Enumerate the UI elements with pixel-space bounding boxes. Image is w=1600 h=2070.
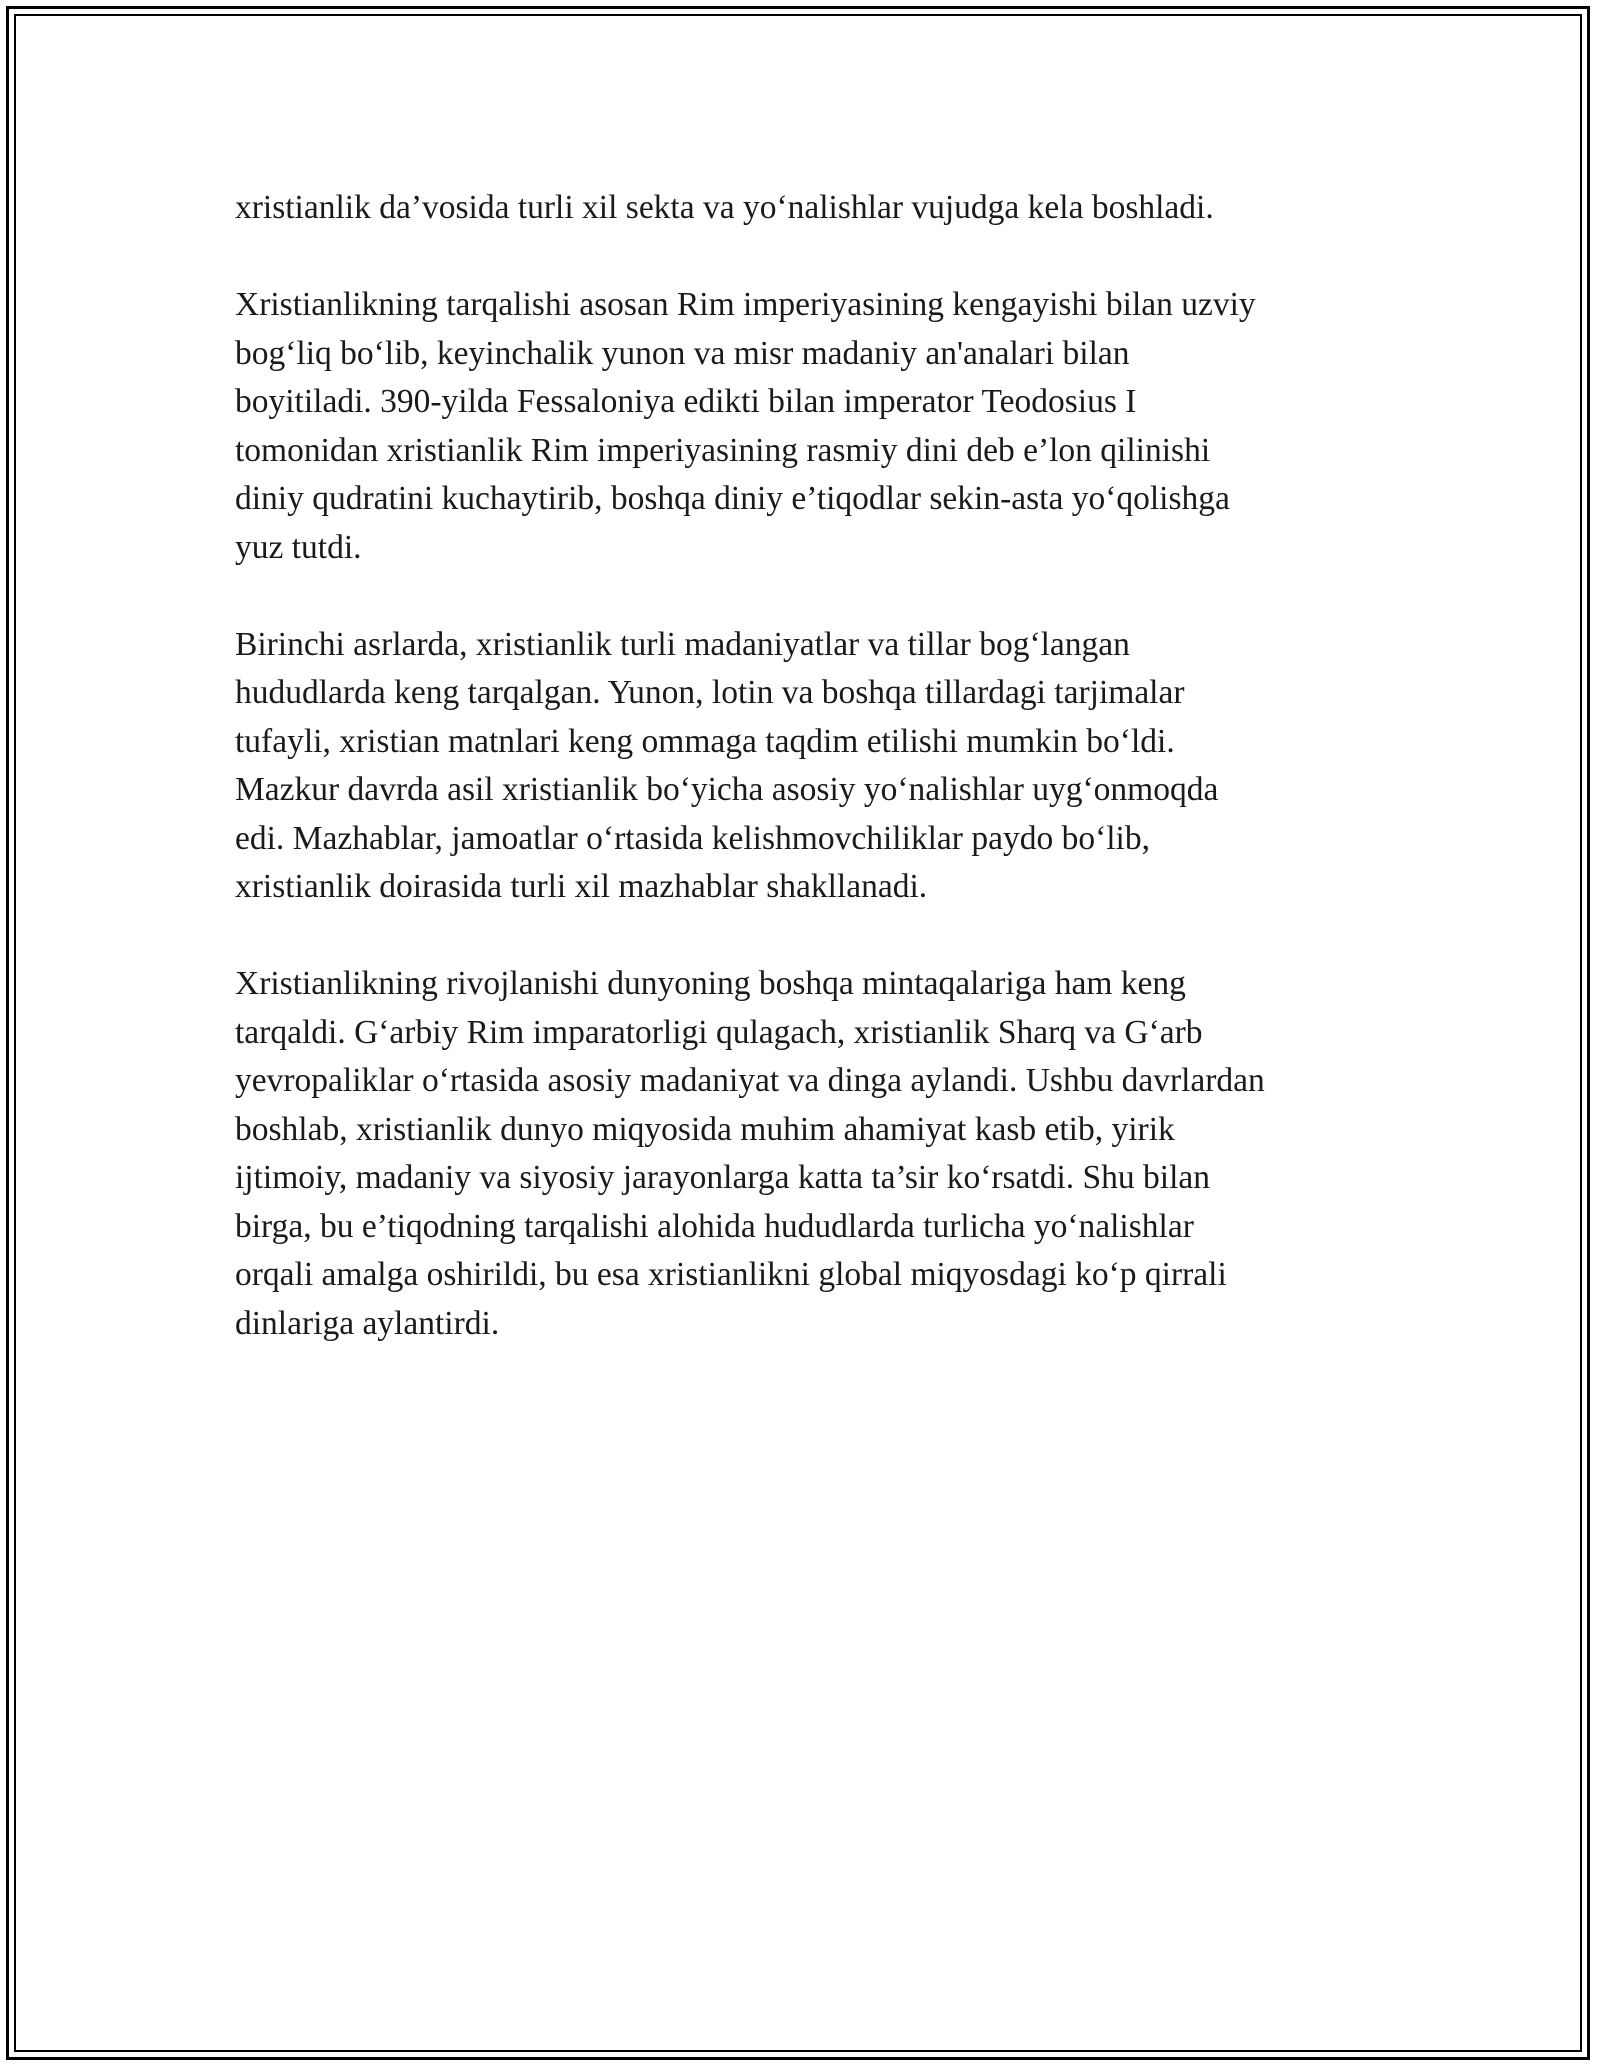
text-line: xristianlik da’vosida turli xil sekta va yo‘nalishlar vujudga kela boshladi.	[235, 189, 1214, 226]
text-line: boyitiladi. 390-yilda Fessaloniya edikti bilan imperator Teodosius I	[235, 383, 1137, 420]
text-line: tufayli, xristian matnlari keng ommaga taqdim etilishi mumkin bo‘ldi.	[235, 722, 1175, 760]
text-line: hududlarda keng tarqalgan. Yunon, lotin va boshqa tillardagi tarjimalar	[235, 674, 1185, 711]
text-line: tarqaldi. G‘arbiy Rim imparatorligi qulagach, xristianlik Sharq va G‘arb	[235, 1013, 1203, 1051]
text-line: edi. Mazhablar, jamoatlar o‘rtasida kelishmovchiliklar paydo bo‘lib,	[235, 819, 1150, 857]
document-body	[235, 184, 1375, 1397]
paragraph-1	[235, 184, 1375, 233]
paragraph-3	[235, 621, 1375, 912]
text-line: Mazkur davrda asil xristianlik bo‘yicha asosiy yo‘nalishlar uyg‘onmoqda	[235, 771, 1219, 808]
paragraph-4	[235, 960, 1375, 1348]
paragraph-2	[235, 281, 1375, 572]
text-line: ijtimoiy, madaniy va siyosiy jarayonlarga katta ta’sir ko‘rsatdi. Shu bilan	[235, 1159, 1211, 1196]
text-line: boshlab, xristianlik dunyo miqyosida muhim ahamiyat kasb etib, yirik	[235, 1110, 1175, 1148]
text-line: orqali amalga oshirildi, bu esa xristianlikni global miqyosdagi ko‘p qirrali	[235, 1256, 1227, 1293]
text-line: diniy qudratini kuchaytirib, boshqa diniy e’tiqodlar sekin-asta yo‘qolishga	[235, 480, 1230, 517]
text-line: Birinchi asrlarda, xristianlik turli madaniyatlar va tillar bog‘langan	[235, 625, 1130, 663]
text-line: Xristianlikning rivojlanishi dunyoning boshqa mintaqalariga ham keng	[235, 965, 1186, 1002]
text-line: Xristianlikning tarqalishi asosan Rim imperiyasining kengayishi bilan uzviy	[235, 286, 1256, 323]
text-line: xristianlik doirasida turli xil mazhablar shakllanadi.	[235, 868, 928, 905]
text-line: yevropaliklar o‘rtasida asosiy madaniyat va dinga aylandi. Ushbu davrlardan	[235, 1062, 1265, 1099]
text-line: tomonidan xristianlik Rim imperiyasining rasmiy dini deb e’lon qilinishi	[235, 431, 1211, 469]
text-line: bog‘liq bo‘lib, keyinchalik yunon va misr madaniy an'analari bilan	[235, 334, 1130, 372]
text-line: birga, bu e’tiqodning tarqalishi alohida hududlarda turlicha yo‘nalishlar	[235, 1207, 1194, 1245]
text-line: dinlariga aylantirdi.	[235, 1304, 500, 1342]
text-line: yuz tutdi.	[235, 528, 362, 566]
